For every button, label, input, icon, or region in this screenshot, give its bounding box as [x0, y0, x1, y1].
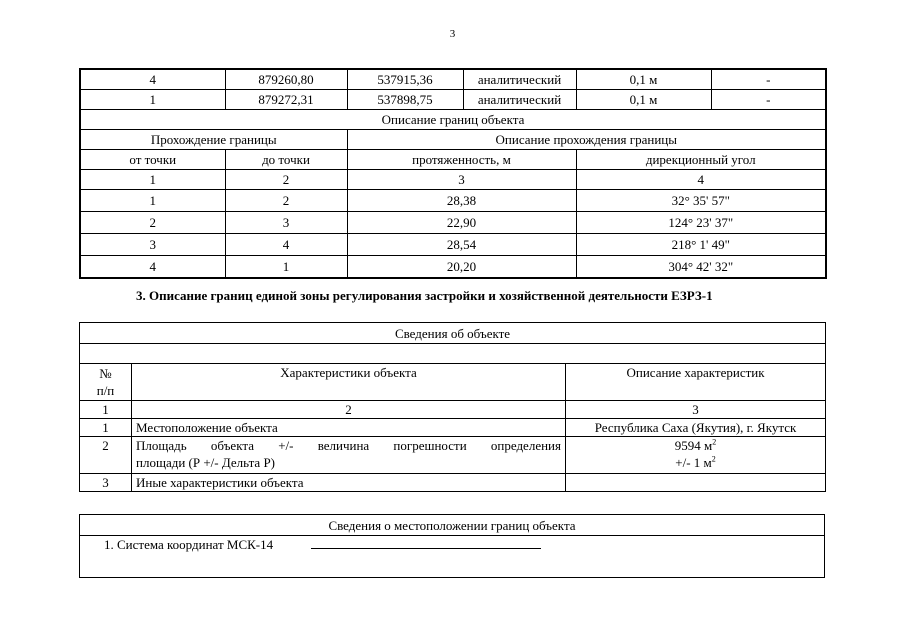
page-number: 3 — [449, 28, 456, 40]
coord-x: 879272,31 — [225, 90, 347, 110]
section-heading: 3. Описание границ единой зоны регулирования застройки и хозяйственной деятельности ЕЗРЗ-1 — [136, 288, 713, 303]
group-right-header: Описание прохождения границы — [347, 130, 826, 150]
characteristic-line: площади (Р +/- Дельта Р) — [136, 455, 276, 470]
superscript: 2 — [712, 437, 717, 447]
empty-row — [80, 344, 826, 364]
col-angle-header: дирекционный угол — [576, 150, 826, 170]
row-number: 3 — [80, 474, 132, 492]
col-number: 2 — [225, 170, 347, 190]
characteristic — [132, 437, 566, 474]
table-row — [80, 212, 826, 234]
area-value: 9594 м — [674, 438, 713, 453]
column-header-row — [80, 364, 826, 401]
word: определения — [490, 438, 561, 453]
row-number: 1 — [80, 419, 132, 437]
to-point: 4 — [225, 234, 347, 256]
object-info-table — [79, 322, 826, 492]
direction-angle: 304° 42' 32" — [576, 256, 826, 279]
column-number-row — [80, 401, 826, 419]
section-title-row — [80, 110, 826, 130]
point-number: 1 — [80, 90, 225, 110]
coord-y: 537915,36 — [347, 69, 463, 90]
row-number: 2 — [80, 437, 132, 474]
segment-length: 22,90 — [347, 212, 576, 234]
word: погрешности — [393, 438, 467, 453]
col-number: 1 — [80, 170, 225, 190]
note: - — [711, 69, 826, 90]
col-to-header: до точки — [225, 150, 347, 170]
to-point: 1 — [225, 256, 347, 279]
table-row — [80, 69, 826, 90]
characteristic-value — [566, 474, 826, 492]
table-row — [80, 536, 825, 578]
characteristic-value: Республика Саха (Якутия), г. Якутск — [566, 419, 826, 437]
coord-x: 879260,80 — [225, 69, 347, 90]
table-title: Сведения об объекте — [80, 323, 826, 344]
from-point: 1 — [80, 190, 225, 212]
col-number: 4 — [576, 170, 826, 190]
segment-length: 28,38 — [347, 190, 576, 212]
col-number: 2 — [132, 401, 566, 419]
word: Площадь — [136, 438, 187, 453]
to-point: 3 — [225, 212, 347, 234]
coordinate-system-label: 1. Система координат МСК-14 — [104, 537, 274, 552]
column-header-row — [80, 150, 826, 170]
characteristic: Иные характеристики объекта — [132, 474, 566, 492]
col-length-header: протяженность, м — [347, 150, 576, 170]
section-title: Описание границ объекта — [80, 110, 826, 130]
coordinate-system-cell — [80, 536, 825, 578]
from-point: 2 — [80, 212, 225, 234]
direction-angle: 124° 23' 37" — [576, 212, 826, 234]
table-row — [80, 419, 826, 437]
col-desc-header: Описание характеристик — [566, 364, 826, 401]
note: - — [711, 90, 826, 110]
table-row — [80, 437, 826, 474]
col-from-header: от точки — [80, 150, 225, 170]
table-title-row — [80, 323, 826, 344]
point-number: 4 — [80, 69, 225, 90]
accuracy: 0,1 м — [576, 90, 711, 110]
table-title: Сведения о местоположении границ объекта — [80, 515, 825, 536]
empty-cell — [80, 344, 826, 364]
coord-y: 537898,75 — [347, 90, 463, 110]
value-line — [570, 454, 821, 471]
table-row — [80, 234, 826, 256]
characteristic: Местоположение объекта — [132, 419, 566, 437]
location-table — [79, 514, 825, 578]
col-num-header-line: № — [99, 366, 112, 381]
segment-length: 20,20 — [347, 256, 576, 279]
col-number: 1 — [80, 401, 132, 419]
word: +/- — [278, 438, 294, 453]
table-row — [80, 90, 826, 110]
column-number-row — [80, 170, 826, 190]
direction-angle: 32° 35' 57" — [576, 190, 826, 212]
coordinate-system-blank — [311, 536, 541, 549]
table-row — [80, 190, 826, 212]
from-point: 3 — [80, 234, 225, 256]
characteristic-line — [136, 437, 561, 454]
value-line — [570, 437, 821, 454]
word: величина — [317, 438, 370, 453]
boundary-table — [79, 68, 827, 279]
table-title-row — [80, 515, 825, 536]
from-point: 4 — [80, 256, 225, 279]
superscript: 2 — [711, 454, 716, 464]
table-row — [80, 474, 826, 492]
to-point: 2 — [225, 190, 347, 212]
direction-angle: 218° 1' 49" — [576, 234, 826, 256]
col-number: 3 — [347, 170, 576, 190]
accuracy: 0,1 м — [576, 69, 711, 90]
method: аналитический — [463, 90, 576, 110]
table-row — [80, 256, 826, 279]
col-number: 3 — [566, 401, 826, 419]
group-left-header: Прохождение границы — [80, 130, 347, 150]
col-num-header-line: п/п — [96, 383, 115, 398]
characteristic-value — [566, 437, 826, 474]
segment-length: 28,54 — [347, 234, 576, 256]
col-num-header — [80, 364, 132, 401]
col-char-header: Характеристики объекта — [132, 364, 566, 401]
group-header-row — [80, 130, 826, 150]
method: аналитический — [463, 69, 576, 90]
word: объекта — [210, 438, 254, 453]
area-error: +/- 1 м — [675, 455, 712, 470]
